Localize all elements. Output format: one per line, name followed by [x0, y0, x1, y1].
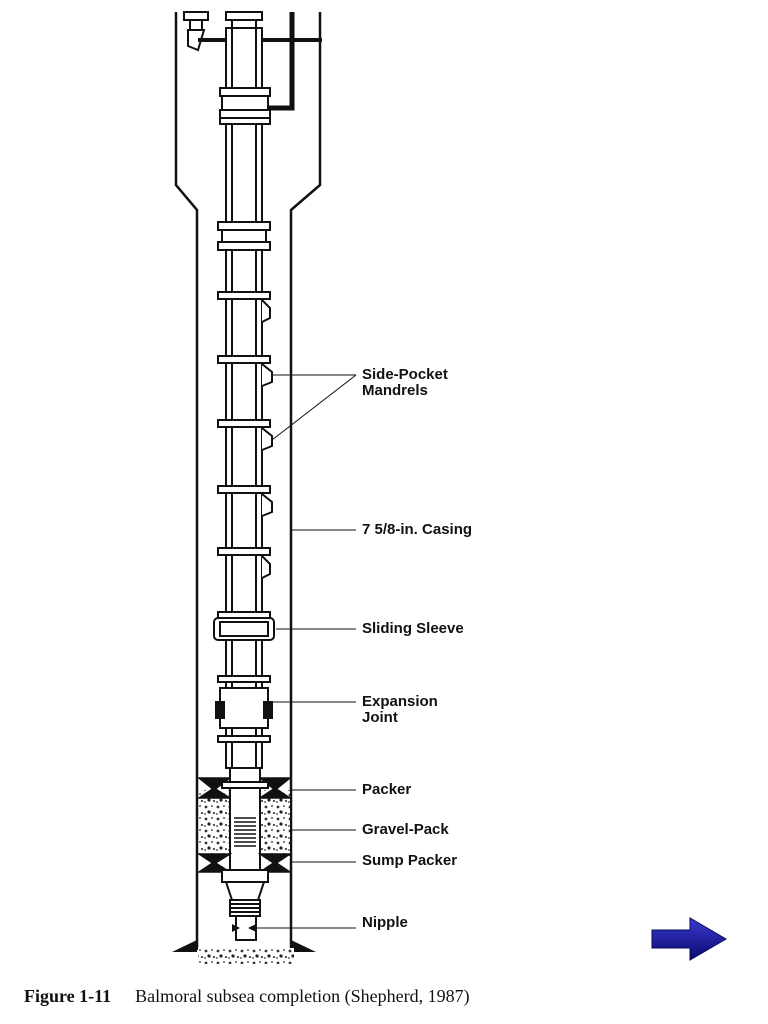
- side-pocket-mandrels: [262, 300, 272, 578]
- sliding-sleeve: [214, 618, 274, 640]
- nipple-label: Nipple: [362, 914, 408, 931]
- nipple-assembly: [222, 870, 268, 940]
- expansion-joint-label-line1: Expansion: [362, 693, 438, 710]
- side-pocket-mandrels-label-line2: Mandrels: [362, 382, 428, 399]
- casing-label: 7 5/8-in. Casing: [362, 521, 473, 538]
- gravel-pack-label: Gravel-Pack: [362, 821, 449, 838]
- figure-caption-text: Balmoral subsea completion (Shepherd, 1987): [135, 986, 470, 1006]
- expansion-joint-label-line2: Joint: [362, 709, 398, 726]
- sump-packer-label: Sump Packer: [362, 852, 458, 869]
- sliding-sleeve-label: Sliding Sleeve: [362, 620, 464, 637]
- figure-caption: [24, 986, 754, 1007]
- side-pocket-mandrels-label-line1: Side-Pocket: [362, 366, 448, 383]
- formation-rubble: [198, 948, 294, 964]
- tubing-string: [226, 28, 262, 768]
- safety-valve: [220, 88, 270, 124]
- packer-label: Packer: [362, 781, 412, 798]
- right-arrow-icon[interactable]: [650, 916, 728, 962]
- figure-number: Figure 1-11: [24, 986, 112, 1006]
- expansion-joint-label: [362, 694, 438, 726]
- right-arrow-icon-shape: [650, 916, 728, 962]
- side-pocket-mandrels-label: [362, 367, 448, 399]
- expansion-joint: [216, 688, 272, 728]
